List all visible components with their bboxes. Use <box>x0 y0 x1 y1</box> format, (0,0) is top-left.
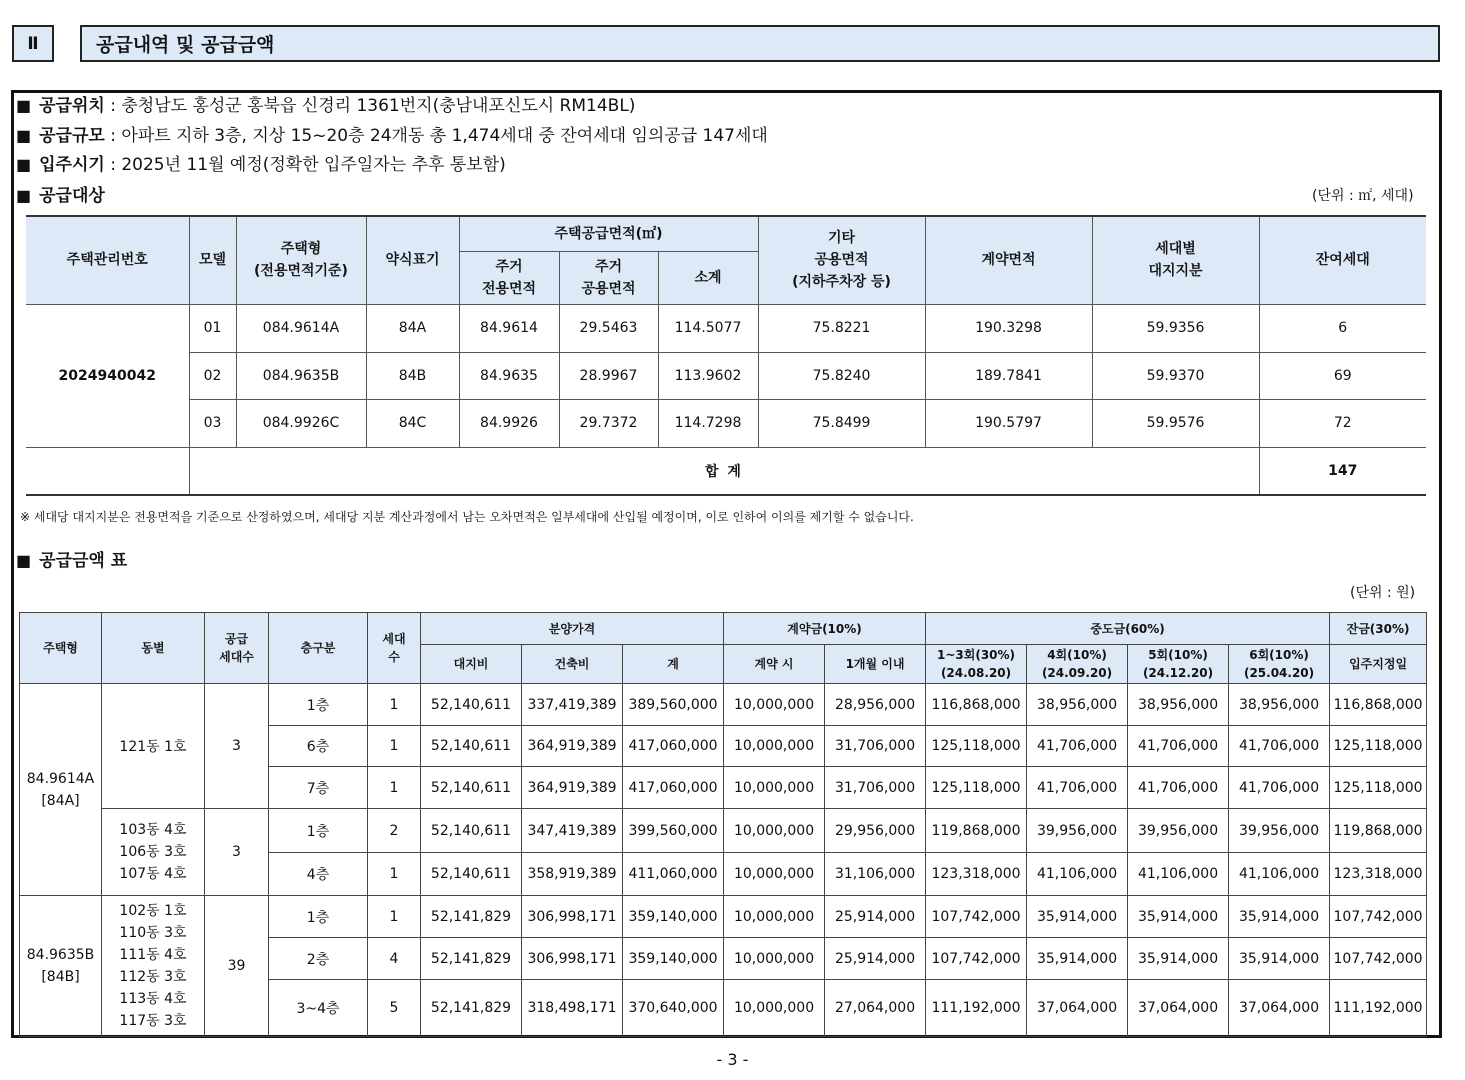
cell: 364,919,389 <box>522 726 623 767</box>
cell: 347,419,389 <box>522 809 623 853</box>
cell: 28,956,000 <box>825 684 926 726</box>
bullet-square-icon: ■ <box>16 155 32 174</box>
cell: 107,742,000 <box>1330 896 1427 938</box>
cell: 39,956,000 <box>1027 809 1128 853</box>
table-row <box>20 684 1427 726</box>
cell: 41,106,000 <box>1128 853 1229 896</box>
cell: 52,141,829 <box>421 980 522 1037</box>
cell: 35,914,000 <box>1229 938 1330 980</box>
cell <box>26 447 189 495</box>
cell: 1 <box>368 726 421 767</box>
cell: 25,914,000 <box>825 938 926 980</box>
cell: 1 <box>368 853 421 896</box>
cell: 41,706,000 <box>1229 726 1330 767</box>
th-contract-area: 계약면적 <box>925 216 1092 304</box>
info-value: : 아파트 지하 3층, 지상 15~20층 24개동 총 1,474세대 중 잔여세대 임의공급 147세대 <box>104 126 768 146</box>
th-supply-area: 주택공급면적(㎡) <box>459 216 758 251</box>
cell: 125,118,000 <box>926 767 1027 809</box>
cell: 10,000,000 <box>724 684 825 726</box>
cell: 28.9967 <box>559 352 658 399</box>
cell: 52,140,611 <box>421 853 522 896</box>
cell: 190.5797 <box>925 399 1092 447</box>
cell: 10,000,000 <box>724 938 825 980</box>
cell: 306,998,171 <box>522 896 623 938</box>
cell: 25,914,000 <box>825 896 926 938</box>
price-title <box>16 546 127 571</box>
th-middle-1-3: 1~3회(30%) (24.08.20) <box>926 645 1027 684</box>
cell: 1층 <box>269 896 368 938</box>
cell: 84.9614 <box>459 304 559 352</box>
total-row <box>26 447 1426 495</box>
total-label: 합 계 <box>189 447 1259 495</box>
cell: 39,956,000 <box>1229 809 1330 853</box>
cell: 75.8499 <box>758 399 925 447</box>
cell: 189.7841 <box>925 352 1092 399</box>
cell: 39,956,000 <box>1128 809 1229 853</box>
th-subtotal: 소계 <box>658 251 758 304</box>
cell: 41,706,000 <box>1027 726 1128 767</box>
cell: 10,000,000 <box>724 809 825 853</box>
cell: 38,956,000 <box>1229 684 1330 726</box>
cell: 38,956,000 <box>1128 684 1229 726</box>
type-cell-84b: 84.9635B [84B] <box>20 896 102 1037</box>
th-building-cost: 건축비 <box>522 645 623 684</box>
section-number: Ⅱ <box>12 25 54 62</box>
type-cell-84a: 84.9614A [84A] <box>20 684 102 896</box>
dong-cell: 121동 1호 <box>102 684 205 809</box>
th-middle-6: 6회(10%) (25.04.20) <box>1229 645 1330 684</box>
cell: 190.3298 <box>925 304 1092 352</box>
cell: 1 <box>368 767 421 809</box>
cell: 35,914,000 <box>1027 938 1128 980</box>
cell: 318,498,171 <box>522 980 623 1037</box>
cell: 27,064,000 <box>825 980 926 1037</box>
cell: 417,060,000 <box>623 726 724 767</box>
mgmt-no-cell: 2024940042 <box>26 304 189 447</box>
footnote: ※ 세대당 대지지분은 전용면적을 기준으로 산정하였으며, 세대당 지분 계산과정에서 남는 오차면적은 일부세대에 산입될 예정이며, 이로 인하여 이의를 제기할 수 없습니다. <box>20 510 914 524</box>
cell: 125,118,000 <box>1330 767 1427 809</box>
th-mgmt-no: 주택관리번호 <box>26 216 189 304</box>
th-other-common: 기타 공용면적 (지하주차장 등) <box>758 216 925 304</box>
cell: 31,706,000 <box>825 767 926 809</box>
cell: 3~4층 <box>269 980 368 1037</box>
dong-cell: 102동 1호 110동 3호 111동 4호 112동 3호 113동 4호 117동 3호 <box>102 896 205 1037</box>
bullet-square-icon: ■ <box>16 186 32 205</box>
cell: 399,560,000 <box>623 809 724 853</box>
supply-target-table <box>26 215 1426 496</box>
th-common-area: 주거 공용면적 <box>559 251 658 304</box>
cell: 4층 <box>269 853 368 896</box>
price-title-label: 공급금액 표 <box>39 551 128 571</box>
cell: 52,141,829 <box>421 938 522 980</box>
cell: 10,000,000 <box>724 726 825 767</box>
info-location <box>16 91 635 116</box>
cell: 084.9614A <box>236 304 366 352</box>
cell: 2층 <box>269 938 368 980</box>
info-label: 입주시기 <box>39 155 105 175</box>
cell: 84B <box>366 352 459 399</box>
cell: 417,060,000 <box>623 767 724 809</box>
cell: 35,914,000 <box>1128 938 1229 980</box>
cell: 119,868,000 <box>1330 809 1427 853</box>
table-row <box>20 809 1427 853</box>
th-land-share: 세대별 대지지분 <box>1092 216 1259 304</box>
cell: 111,192,000 <box>926 980 1027 1037</box>
cell: 84.9926 <box>459 399 559 447</box>
th-middle-5: 5회(10%) (24.12.20) <box>1128 645 1229 684</box>
cell: 41,706,000 <box>1027 767 1128 809</box>
cell: 4 <box>368 938 421 980</box>
total-value: 147 <box>1259 447 1426 495</box>
cell: 84A <box>366 304 459 352</box>
cell: 107,742,000 <box>926 938 1027 980</box>
cell: 084.9926C <box>236 399 366 447</box>
info-scale <box>16 121 768 146</box>
th-land-cost: 대지비 <box>421 645 522 684</box>
th-model: 모델 <box>189 216 236 304</box>
cell: 52,141,829 <box>421 896 522 938</box>
unit-label-area: (단위 : ㎡, 세대) <box>1312 188 1414 204</box>
bullet-square-icon: ■ <box>16 96 32 115</box>
cell: 03 <box>189 399 236 447</box>
table-row <box>26 304 1426 352</box>
cell: 116,868,000 <box>1330 684 1427 726</box>
cell: 1층 <box>269 684 368 726</box>
cell: 2 <box>368 809 421 853</box>
cell: 6 <box>1259 304 1426 352</box>
info-value: : 2025년 11월 예정(정확한 입주일자는 추후 통보함) <box>104 155 506 175</box>
cell: 52,140,611 <box>421 726 522 767</box>
bullet-square-icon: ■ <box>16 126 32 145</box>
cell: 10,000,000 <box>724 896 825 938</box>
cell: 35,914,000 <box>1027 896 1128 938</box>
supply-cell: 39 <box>205 896 269 1037</box>
cell: 52,140,611 <box>421 767 522 809</box>
cell: 37,064,000 <box>1027 980 1128 1037</box>
cell: 29,956,000 <box>825 809 926 853</box>
cell: 411,060,000 <box>623 853 724 896</box>
cell: 41,706,000 <box>1128 726 1229 767</box>
section-title: 공급내역 및 공급금액 <box>80 25 1440 62</box>
info-label: 공급대상 <box>39 186 105 206</box>
th-balance: 잔금(30%) <box>1330 613 1427 645</box>
cell: 59.9370 <box>1092 352 1259 399</box>
dong-cell: 103동 4호 106동 3호 107동 4호 <box>102 809 205 896</box>
cell: 111,192,000 <box>1330 980 1427 1037</box>
th-within-month: 1개월 이내 <box>825 645 926 684</box>
info-value: : 충청남도 홍성군 홍북읍 신경리 1361번지(충남내포신도시 RM14BL) <box>104 96 636 116</box>
cell: 125,118,000 <box>1330 726 1427 767</box>
cell: 29.7372 <box>559 399 658 447</box>
cell: 59.9356 <box>1092 304 1259 352</box>
cell: 75.8240 <box>758 352 925 399</box>
th-exclusive-area: 주거 전용면적 <box>459 251 559 304</box>
th-total: 계 <box>623 645 724 684</box>
cell: 107,742,000 <box>926 896 1027 938</box>
cell: 41,706,000 <box>1229 767 1330 809</box>
cell: 01 <box>189 304 236 352</box>
cell: 37,064,000 <box>1229 980 1330 1037</box>
cell: 1 <box>368 684 421 726</box>
cell: 84C <box>366 399 459 447</box>
cell: 52,140,611 <box>421 809 522 853</box>
supply-price-table <box>19 612 1427 1037</box>
cell: 37,064,000 <box>1128 980 1229 1037</box>
cell: 1 <box>368 896 421 938</box>
info-label: 공급위치 <box>39 96 105 116</box>
th-type: 주택형 (전용면적기준) <box>236 216 366 304</box>
cell: 75.8221 <box>758 304 925 352</box>
cell: 41,106,000 <box>1027 853 1128 896</box>
cell: 306,998,171 <box>522 938 623 980</box>
th-middle-payment: 중도금(60%) <box>926 613 1330 645</box>
cell: 116,868,000 <box>926 684 1027 726</box>
cell: 6층 <box>269 726 368 767</box>
cell: 29.5463 <box>559 304 658 352</box>
cell: 35,914,000 <box>1128 896 1229 938</box>
cell: 59.9576 <box>1092 399 1259 447</box>
cell: 1층 <box>269 809 368 853</box>
cell: 5 <box>368 980 421 1037</box>
cell: 370,640,000 <box>623 980 724 1037</box>
info-target <box>16 181 105 206</box>
cell: 7층 <box>269 767 368 809</box>
cell: 359,140,000 <box>623 938 724 980</box>
cell: 10,000,000 <box>724 980 825 1037</box>
cell: 123,318,000 <box>1330 853 1427 896</box>
cell: 69 <box>1259 352 1426 399</box>
table-row <box>20 896 1427 938</box>
cell: 10,000,000 <box>724 767 825 809</box>
cell: 84.9635 <box>459 352 559 399</box>
cell: 114.7298 <box>658 399 758 447</box>
page-number: - 3 - <box>716 1050 749 1069</box>
cell: 389,560,000 <box>623 684 724 726</box>
cell: 31,706,000 <box>825 726 926 767</box>
info-label: 공급규모 <box>39 126 105 146</box>
cell: 114.5077 <box>658 304 758 352</box>
supply-cell: 3 <box>205 684 269 809</box>
cell: 72 <box>1259 399 1426 447</box>
cell: 31,106,000 <box>825 853 926 896</box>
th-movein-date: 입주지정일 <box>1330 645 1427 684</box>
cell: 41,706,000 <box>1128 767 1229 809</box>
th-supply-units: 공급 세대수 <box>205 613 269 684</box>
th-deposit: 계약금(10%) <box>724 613 926 645</box>
th-middle-4: 4회(10%) (24.09.20) <box>1027 645 1128 684</box>
cell: 52,140,611 <box>421 684 522 726</box>
cell: 113.9602 <box>658 352 758 399</box>
cell: 10,000,000 <box>724 853 825 896</box>
th-remaining: 잔여세대 <box>1259 216 1426 304</box>
cell: 358,919,389 <box>522 853 623 896</box>
cell: 364,919,389 <box>522 767 623 809</box>
th-floor: 층구분 <box>269 613 368 684</box>
cell: 337,419,389 <box>522 684 623 726</box>
cell: 41,106,000 <box>1229 853 1330 896</box>
cell: 02 <box>189 352 236 399</box>
cell: 084.9635B <box>236 352 366 399</box>
cell: 359,140,000 <box>623 896 724 938</box>
th-units: 세대 수 <box>368 613 421 684</box>
cell: 35,914,000 <box>1229 896 1330 938</box>
table-row <box>26 352 1426 399</box>
table-row <box>26 399 1426 447</box>
cell: 125,118,000 <box>926 726 1027 767</box>
cell: 38,956,000 <box>1027 684 1128 726</box>
th-at-contract: 계약 시 <box>724 645 825 684</box>
th-sale-price: 분양가격 <box>421 613 724 645</box>
info-movein <box>16 150 506 175</box>
bullet-square-icon: ■ <box>16 551 32 570</box>
cell: 119,868,000 <box>926 809 1027 853</box>
th-abbr: 약식표기 <box>366 216 459 304</box>
th-type: 주택형 <box>20 613 102 684</box>
cell: 123,318,000 <box>926 853 1027 896</box>
supply-cell: 3 <box>205 809 269 896</box>
unit-label-won: (단위 : 원) <box>1350 585 1416 601</box>
th-dong: 동별 <box>102 613 205 684</box>
cell: 107,742,000 <box>1330 938 1427 980</box>
